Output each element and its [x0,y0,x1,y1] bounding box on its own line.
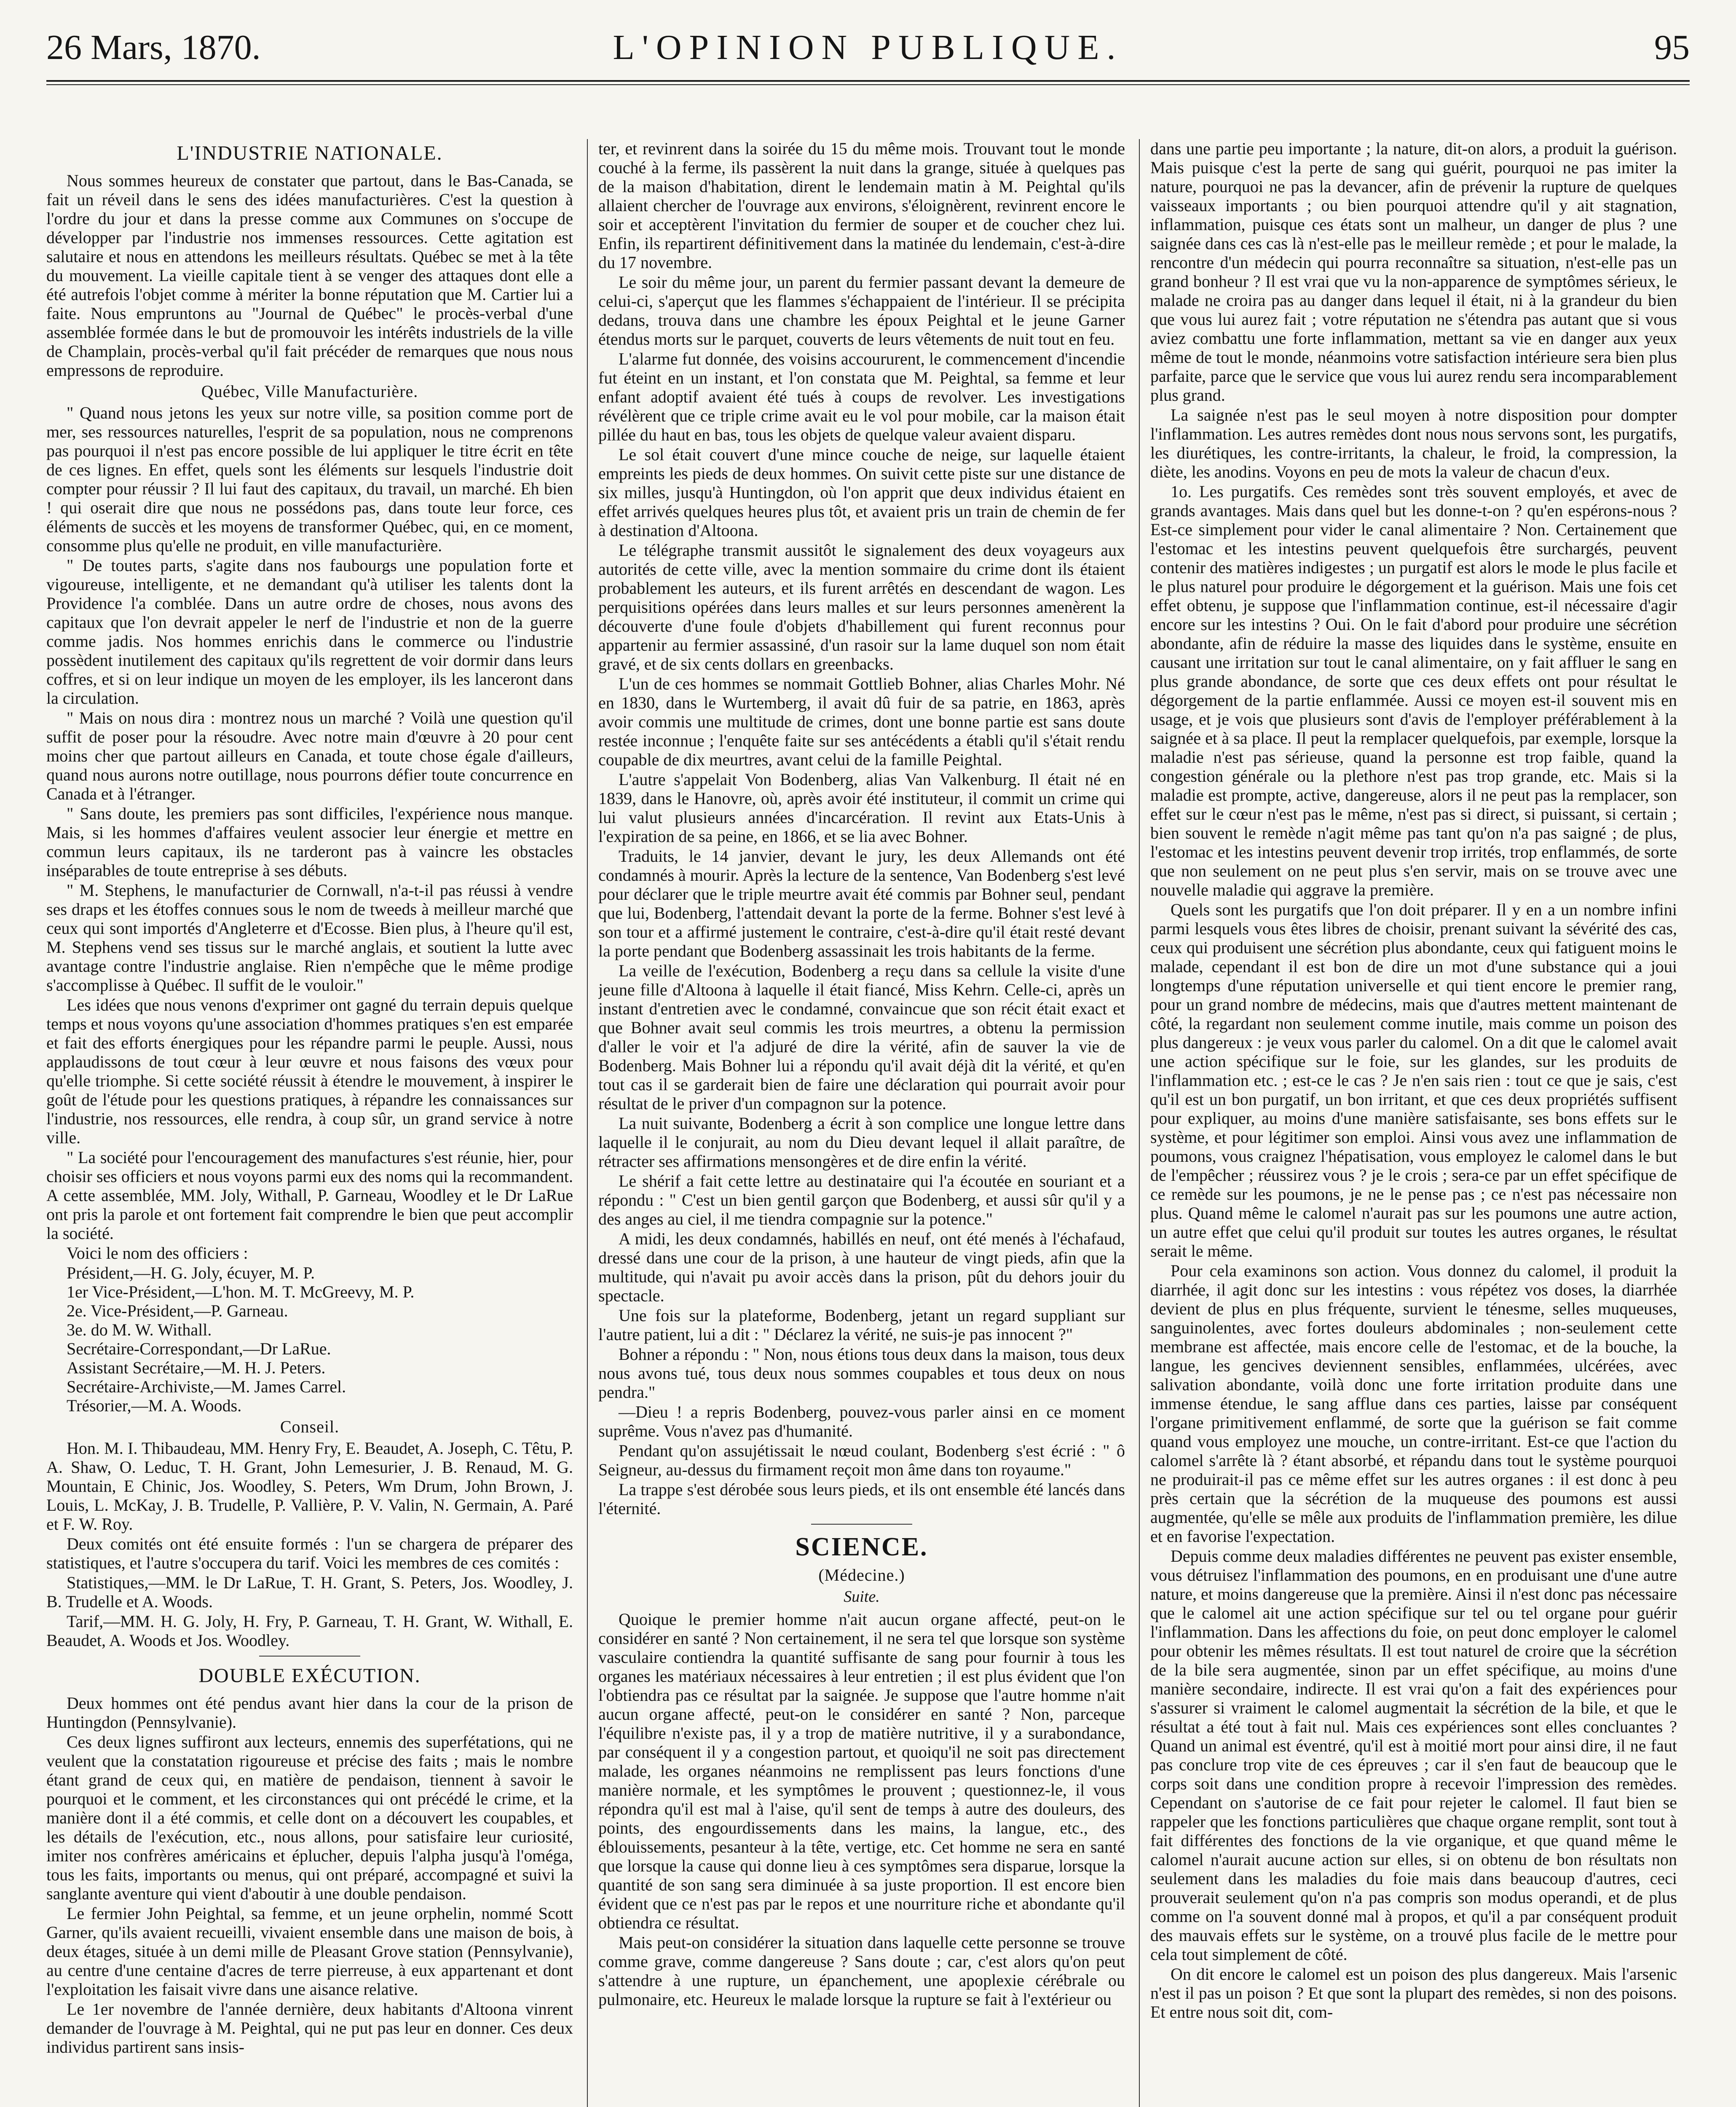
paragraph: Mais peut-on considérer la situation dans laquelle cette personne se trouve comme grave, comme dangereuse ? Sans doute ; car, c'est alors qu'on peut s'attendre à une rupture, un épanchement, une apoplexie cérébrale ou pulmonaire, etc. Heureux le malade lorsque la rupture se fait à l'extérieur ou [598,1933,1125,2009]
paragraph: —Dieu ! a repris Bodenberg, pouvez-vous parler ainsi en ce moment suprême. Vous n'avez pas d'humanité. [598,1402,1125,1440]
column-divider [587,139,588,2107]
paragraph: Voici le nom des officiers : [67,1244,248,1263]
paragraph: " Sans doute, les premiers pas sont difficiles, l'expérience nous manque. Mais, si les hommes d'affaires veulent associer leur énergie et mettre en commun leurs capitaux, ils ne tarderont pas à vaincre les obstacles inséparables de toute entreprise à ses débuts. [46,804,573,880]
paragraph: Le soir du même jour, un parent du fermier passant devant la demeure de celui-ci, s'aperçut que les flammes s'échappaient de l'intérieur. Il se précipita dedans, trouva dans une chambre les époux Peightal et le jeune Garner étendus morts sur le parquet, couverts de leurs vêtements de nuit tout en feu. [598,273,1125,348]
paragraph: Ces deux lignes suffiront aux lecteurs, ennemis des superfétations, qui ne veulent que la constatation rigoureuse et précise des faits ; mais le nombre étant grand de ceux qui, en matière de pendaison, tiennent à savoir le pourquoi et le comment, et les circonstances qui ont précédé le crime, et la manière dont il a été commis, et celle dont on a découvert les coupables, et les détails de l'exécution, etc., nous allons, pour satisfaire leur curiosité, imiter nos confrères américains et éplucher, depuis l'alpha jusqu'à l'oméga, tous les faits, importants ou menus, qui ont préparé, accompagné et suivi la sanglante aventure qui vient d'aboutir à une double pendaison. [46,1732,573,1903]
conseil-heading: Conseil. [280,1417,340,1436]
paragraph: Quels sont les purgatifs que l'on doit préparer. Il y en a un nombre infini parmi lesquels vous êtes libres de choisir, prenant suivant la sévérité des cas, ceux qui produisent une sécrétion plus abondante, ceux qui fatiguent moins le malade, cependant il est bon de dire un mot d'une substance qui a joui longtemps d'une réputation universelle et qui tient encore le premier rang, pour un grand nombre de médecins, mais que d'autres mettent maintenant de côté, la regardant non seulement comme inutile, mais comme un poison des plus dangereux : je veux vous parler du calomel. On a dit que le calomel avait une action spécifique sur le foie, sur les glandes, sur les produits de l'inflammation etc. ; est-ce le cas ? Je n'en sais rien : tout ce que je sais, c'est qu'il est un bon purgatif, un bon irritant, et que ces deux propriétés suffisent pour expliquer, au moins d'une manière satisfaisante, ses bons effets sur le système, et pour légitimer son emploi. Ainsi vous avez une inflammation de poumons, vous craignez l'hépatisation, vous employez le calomel dans le but de l'empêcher ; réussirez vous ? je le crois ; sera-ce par un effet spécifique de ce remède sur les poumons, je ne le pense pas ; ce n'est pas nécessaire non plus. Quand même le calomel n'aurait pas sur les poumons une autre action, un autre effet que celui qu'il produit sur toutes les autres organes, le résultat serait le même. [1150,900,1677,1260]
paragraph: " Quand nous jetons les yeux sur notre ville, sa position comme port de mer, ses ressources naturelles, l'esprit de sa population, nous ne comprenons pas pourquoi il n'est pas encore possible de lui appliquer le titre écrit en tête de ces lignes. En effet, quels sont les éléments sur lesquels l'industrie doit compter pour réussir ? Il lui faut des capitaux, du travail, un marché. Eh bien ! qui oserait dire que nous ne possédons pas, dans toute leur force, ces éléments de succès et les moyens de transformer Québec, qui, en ce moment, consomme plus qu'elle ne produit, en ville manufacturière. [46,403,573,555]
officer-line: 2e. Vice-Président,—P. Garneau. [67,1301,288,1320]
masthead-title: L'OPINION PUBLIQUE. [613,28,1123,67]
paragraph: Le télégraphe transmit aussitôt le signalement des deux voyageurs aux autorités de cette ville, avec la mention sommaire du crime dont ils étaient probablement les auteurs, et ils furent arrêtés en descendant de wagon. Les perquisitions opérées dans leurs malles et sur leurs personnes amenèrent la découverte d'une foule d'objets d'habillement qui furent reconnus pour appartenir au fermier assassiné, d'un rasoir sur la lame duquel son nom était gravé, et de six cents dollars en greenbacks. [598,541,1125,673]
paragraph: L'un de ces hommes se nommait Gottlieb Bohner, alias Charles Mohr. Né en 1830, dans le Wurtemberg, il avait dû fuir de sa patrie, en 1863, après avoir commis une multitude de crimes, dont une bonne partie est sans doute restée inconnue ; l'enquête faite sur ses antécédents a établi qu'il s'était rendu coupable de dix meurtres, avant celui de la famille Peightal. [598,674,1125,769]
paragraph: La veille de l'exécution, Bodenberg a reçu dans sa cellule la visite d'une jeune fille d'Altoona à laquelle il était fiancé, Miss Kehrn. Celle-ci, après un instant d'entretien avec le condamné, convaincue que son récit était exact et que Bohner avait seul commis les trois meurtres, a obtenu la permission d'aller le voir et l'a adjuré de dire la vérité, afin de sauver la vie de Bodenberg. Mais Bohner lui a répondu qu'il avait déjà dit la vérité, et qu'en tout cas il se garderait bien de faire une déclaration qui pourrait avoir pour résultat de le priver d'un compagnon sur la potence. [598,961,1125,1113]
officer-line: Secrétaire-Archiviste,—M. James Carrel. [67,1377,346,1396]
paragraph: " De toutes parts, s'agite dans nos faubourgs une population forte et vigoureuse, intelligente, et ne demandant qu'à utiliser les talents dont la Providence l'a comblée. Dans un autre ordre de choses, nous avons des capitaux que l'on devrait appeler le nerf de l'industrie et non de la guerre comme jadis. Nos hommes enrichis dans le commerce ou l'industrie possèdent inutilement des capitaux qu'ils regrettent de voir dormir dans leurs coffres, et si on leur indique un moyen de les employer, ils les lanceront dans la circulation. [46,556,573,708]
paragraph: Tarif,—MM. H. G. Joly, H. Fry, P. Garneau, T. H. Grant, W. Withall, E. Beaudet, A. Woods et Jos. Woodley. [46,1612,573,1650]
paragraph: " M. Stephens, le manufacturier de Cornwall, n'a-t-il pas réussi à vendre ses draps et les étoffes connues sous le nom de tweeds à meilleur marché que ceux qui sont importés d'Angleterre et d'Ecosse. Bien plus, à l'heure qu'il est, M. Stephens vend ses tissus sur le marché anglais, et soutient la lutte avec avantage contre l'industrie anglaise. Rien n'empêche que le même prodige s'accomplisse à Québec. Il suffit de le vouloir." [46,881,573,995]
section-separator [811,1524,912,1525]
science-continued: Suite. [844,1588,880,1606]
column-3 [1150,139,1677,2107]
officer-line: 1er Vice-Président,—L'hon. M. T. McGreevy, M. P. [67,1282,415,1301]
column-2 [598,139,1125,2107]
paragraph: Le 1er novembre de l'année dernière, deux habitants d'Altoona vinrent demander de l'ouvrage à M. Peightal, qui ne put pas leur en donner. Ces deux individus partirent sans insis- [46,2000,573,2056]
officer-line: Trésorier,—M. A. Woods. [67,1396,242,1415]
article-heading: DOUBLE EXÉCUTION. [198,1665,421,1687]
paragraph: La nuit suivante, Bodenberg a écrit à son complice une longue lettre dans laquelle il le conjurait, au nom du Dieu devant lequel il allait paraître, de rétracter ses affirmations mensongères et de dire enfin la vérité. [598,1114,1125,1171]
paragraph: Nous sommes heureux de constater que partout, dans le Bas-Canada, se fait un réveil dans le sens des idées manufacturières. C'est la question à l'ordre du jour et dans la presse comme aux Communes on s'occupe de développer par l'industrie nos immenses ressources. Cette agitation est salutaire et nous en attendons les meilleurs résultats. Québec se met à la tête du mouvement. La vieille capitale tient à se venger des attaques dont elle a été autrefois l'objet comme à mériter la bonne réputation que M. Cartier lui a faite. Nous empruntons au "Journal de Québec" le procès-verbal d'une assemblée formée dans le but de promouvoir les intérêts industriels de la ville de Champlain, procès-verbal qu'il fait précéder de remarques que nous nous empressons de reproduire. [46,171,573,380]
header-rule-thick [46,80,1690,82]
page-header [46,24,1690,75]
officer-line: Assistant Secrétaire,—M. H. J. Peters. [67,1358,326,1377]
paragraph: ter, et revinrent dans la soirée du 15 du même mois. Trouvant tout le monde couché à la ferme, ils passèrent la nuit dans la grange, située à quelques pas de la maison d'habitation, dirent le lendemain matin à M. Peightal qu'ils allaient chercher de l'ouvrage aux environs, s'éloignèrent, revinrent encore le soir et acceptèrent l'invitation du fermier de souper et de coucher chez lui. Enfin, ils repartirent définitivement dans la matinée du lendemain, c'est-à-dire du 17 novembre. [598,139,1125,272]
paragraph: Deux comités ont été ensuite formés : l'un se chargera de préparer des statistiques, et l'autre s'occupera du tarif. Voici les membres de ces comités : [46,1534,573,1572]
paragraph: Depuis comme deux maladies différentes ne peuvent pas exister ensemble, vous détruisez l'inflammation des poumons, en en produisant une d'une autre nature, et moins dangereuse que la première. Ainsi il n'est donc pas nécessaire que le calomel ait une action spécifique sur tel ou tel organe pour guérir l'inflammation. Dans les affections du foie, on peut donc employer le calomel pour obtenir les mêmes résultats. Il est tout naturel de croire que la sécrétion de la bile sera augmentée, sinon par un effet spécifique, au moins d'une manière secondaire, indirecte. Il est vrai qu'on a fait des expériences pour s'assurer si vraiment le calomel augmentait la sécrétion de la bile, et que le résultat a été tout à fait nul. Mais ces expériences sont elles concluantes ? Quand un animal est éventré, qu'il est à moitié mort pour ainsi dire, il ne faut pas conclure trop vite de ces épreuves ; car il s'en faut de beaucoup que le corps soit dans une condition propre à recevoir l'impression des remèdes. Cependant on s'autorise de ce fait pour rejeter le calomel. Il faut bien se rappeler que les fonctions particulières que chaque organe remplit, sont tout à fait différentes des fonctions de la vie organique, et que quand même le calomel n'aurait aucune action sur elles, si on obtenu de bon résultats non seulement dans les maladies du foie mais dans beaucoup d'autres, ceci prouverait seulement qu'on n'a pas compris son modus operandi, et de plus comme on l'a souvent donné mal à propos, et qu'il a par conséquent produit des mauvais effets sur le système, on a trouvé plus facile de le mettre pour cela tout simplement de côté. [1150,1547,1677,1964]
paragraph: Une fois sur la plateforme, Bodenberg, jetant un regard suppliant sur l'autre patient, lui a dit : " Déclarez la vérité, ne suis-je pas innocent ?" [598,1306,1125,1344]
column-1 [46,139,573,2107]
paragraph: La saignée n'est pas le seul moyen à notre disposition pour dompter l'inflammation. Les autres remèdes dont nous nous servons sont, les purgatifs, les diurétiques, les contre-irritants, la chaleur, le froid, la compression, la diète, les anodins. Voyons en peu de mots la valeur de chacun d'eux. [1150,405,1677,481]
paragraph: Quoique le premier homme n'ait aucun organe affecté, peut-on le considérer en santé ? Non certainement, il ne sera tel que lorsque son système vasculaire contiendra la quantité suffisante de sang pour fournir à tous les organes les matériaux nécessaires à leur entretien ; il est plus évident que l'on l'obtiendra pas ce résultat par la saignée. Je suppose que l'autre homme n'ait aucun organe affecté, peut-on le considérer en santé ? Non, parceque l'équilibre n'existe pas, il y a trop de matière nutritive, il y a surabondance, par conséquent il y a congestion partout, et quoiqu'il ne soit pas directement malade, les organes néanmoins ne remplissent pas leurs fonctions d'une manière normale, et les symptômes le prouvent ; questionnez-le, il vous répondra qu'il est mal à l'aise, qu'il sent de temps à autre des douleurs, des points, des engourdissements dans les mains, la langue, etc., des éblouissements, pesanteur à la tête, vertige, etc. Cet homme ne sera en santé que lorsque la cause qui donne lieu à ces symptômes sera disparue, lorsque la quantité de son sang sera diminuée à sa juste proportion. Il est encore bien évident que ce n'est pas par le repos et une nourriture riche et abondante qu'il obtiendra ce résultat. [598,1610,1125,1932]
paragraph: Deux hommes ont été pendus avant hier dans la cour de la prison de Huntingdon (Pennsylvanie). [46,1694,573,1732]
section-separator [259,1656,360,1657]
paragraph: Le fermier John Peightal, sa femme, et un jeune orphelin, nommé Scott Garner, qu'ils avaient recueilli, vivaient ensemble dans une maison de bois, à deux étages, située à un demi mille de Pleasant Grove station (Pennsylvanie), au centre d'une centaine d'acres de terre pierreuse, à eux appartenant et dont l'exploitation les faisait vivre dans une aisance relative. [46,1904,573,1999]
paragraph: L'autre s'appelait Von Bodenberg, alias Van Valkenburg. Il était né en 1839, dans le Hanovre, où, après avoir été instituteur, il commit un crime qui lui valut plusieurs années d'incarcération. Il revint aux Etats-Unis à l'expiration de sa peine, en 1866, et se lia avec Bohner. [598,770,1125,846]
paragraph: 1o. Les purgatifs. Ces remèdes sont très souvent employés, et avec de grands avantages. Mais dans quel but les donne-t-on ? qu'en espérons-nous ? Est-ce simplement pour vider le canal alimentaire ? Non. Certainement que l'estomac et les intestins peuvent quelquefois être surchargés, peuvent contenir des matières indigestes ; un purgatif est alors le mode le plus facile et le plus naturel pour produire le dégorgement et la guérison. Mais une fois cet effet obtenu, je suppose que l'inflammation continue, est-il nécessaire d'agir encore sur les intestins ? Oui. On le fait d'abord pour produire une sécrétion abondante, afin de réduire la masse des liquides dans le système, ensuite en causant une irritation sur tout le canal alimentaire, on y fait affluer le sang en plus grande abondance, de sorte que ces deux effets ont pour résultat le dégorgement de la partie enflammée. Aussi ce moyen est-il souvent mis en usage, et je vois que plusieurs sont d'avis de l'employer préférablement à la saignée et à sa place. Il peut la remplacer quelquefois, par exemple, lorsque la maladie n'est pas sérieuse, quand la personne est trop faible, quand la congestion générale ou la plethore n'est pas trop grande, etc. Mais si la maladie est prompte, active, dangereuse, alors il ne peut pas la remplacer, son effet sur le cœur n'est pas le même, n'est pas si direct, si puissant, si certain ; bien souvent le remède n'agit même pas tant qu'on n'a pas saigné ; de plus, l'estomac et les intestins peuvent devenir trop irrités, trop enflammés, de sorte que non seulement on ne peut plus s'en servir, mais on se trouve avec une nouvelle maladie qui aggrave la première. [1150,482,1677,899]
science-heading: SCIENCE. [795,1533,928,1561]
paragraph: Hon. M. I. Thibaudeau, MM. Henry Fry, E. Beaudet, A. Joseph, C. Têtu, P. A. Shaw, O. Leduc, T. H. Grant, John Lemesurier, J. B. Renaud, M. G. Mountain, E Chinic, Jos. Woodley, S. Peters, Wm Drum, John Brown, J. Louis, L. McKay, J. B. Trudelle, P. Vallière, P. V. Valin, N. Germain, A. Paré et F. W. Roy. [46,1439,573,1533]
page-number: 95 [1654,28,1690,67]
paragraph: Les idées que nous venons d'exprimer ont gagné du terrain depuis quelque temps et nous voyons qu'une association d'hommes pratiques s'en est emparée et fait des efforts énergiques pour les répandre parmi le peuple. Aussi, nous applaudissons de tout cœur à leur œuvre et nous faisons des vœux pour qu'elle triomphe. Si cette société réussit à étendre le mouvement, à inspirer le goût de l'étude pour les questions pratiques, à répandre les connaissances sur l'industrie, nos ressources, elle rendra, à coup sûr, un grand service à notre ville. [46,995,573,1147]
officers-list [46,1263,573,1415]
paragraph: Le sol était couvert d'une mince couche de neige, sur laquelle étaient empreints les pieds de deux hommes. On suivit cette piste sur une distance de six milles, jusqu'à Huntingdon, où l'on apprit que deux individus étaient en effet arrivés quelques heures plus tôt, et avaient pris un train de chemin de fer à destination d'Altoona. [598,445,1125,540]
officer-line: Secrétaire-Correspondant,—Dr LaRue. [67,1339,331,1358]
header-date: 26 Mars, 1870. [46,28,261,67]
paragraph: Traduits, le 14 janvier, devant le jury, les deux Allemands ont été condamnés à mourir. Après la lecture de la sentence, Van Bodenberg s'est levé pour déclarer que le triple meurtre avait été commis par Bohner seul, pendant que lui, Bodenberg, l'attendait devant la porte de la ferme. Bohner s'est levé à son tour et a affirmé justement le contraire, c'est-à-dire qu'il était resté devant la porte pendant que Bodenberg assassinait les trois habitants de la ferme. [598,847,1125,960]
header-rule-thin [46,84,1690,85]
article-heading: L'INDUSTRIE NATIONALE. [177,142,443,164]
paragraph: Pendant qu'on assujétissait le nœud coulant, Bodenberg s'est écrié : " ô Seigneur, au-dessus du firmament reçoit mon âme dans ton royaume." [598,1441,1125,1479]
paragraph: " La société pour l'encouragement des manufactures s'est réunie, hier, pour choisir ses officiers et nous voyons parmi eux des noms qui la recommandent. A cette assemblée, MM. Joly, Withall, P. Garneau, Woodley et le Dr LaRue ont pris la parole et ont fortement fait comprendre le bien que peut accomplir la société. [46,1148,573,1243]
paragraph: Bohner a répondu : " Non, nous étions tous deux dans la maison, tous deux nous avons tué, tous deux nous sommes coupables et tous deux on nous pendra." [598,1345,1125,1402]
paragraph: L'alarme fut donnée, des voisins accoururent, le commencement d'incendie fut éteint en un instant, et l'on constata que M. Peightal, sa femme et leur enfant adoptif avaient été tués à coups de revolver. Les investigations révélèrent que ce triple crime avait eu le vol pour mobile, car la maison était pillée du haut en bas, tous les objets de quelque valeur avaient disparu. [598,349,1125,444]
paragraph: La trappe s'est dérobée sous leurs pieds, et ils ont ensemble été lancés dans l'éternité. [598,1480,1125,1518]
article-subheading: Québec, Ville Manufacturière. [201,382,418,401]
science-subheading: (Médecine.) [818,1566,905,1584]
column-divider [1139,139,1140,2107]
paragraph: Pour cela examinons son action. Vous donnez du calomel, il produit la diarrhée, il agit donc sur les intestins : vous répétez vos doses, la diarrhée devient de plus en plus fréquente, survient le ténesme, selles muqueuses, sanguinolentes, avec fortes douleurs abdominales ; non-seulement cette membrane est affectée, mais encore celle de l'estomac, et de la bouche, la langue, les gencives deviennent sensibles, enflammées, ulcérées, avec salivation abondante, voilà donc une forte irritation produite dans une immense étendue, le sang afflue dans ces parties, laisse par conséquent l'organe primitivement enflammé, de sorte que la guérison se fait comme quand vous employez une mouche, un contre-irritant. Est-ce que l'action du calomel s'arrête là ? étant absorbé, et répandu dans tout le système pourquoi ne produirait-il pas ce même effet sur les autres organes : il est donc à peu près certain que la sécrétion de la muqueuse des poumons est aussi augmentée, qu'elle se mêle aux produits de l'inflammation première, les dilue et en favorise l'expectation. [1150,1261,1677,1546]
paragraph: Statistiques,—MM. le Dr LaRue, T. H. Grant, S. Peters, Jos. Woodley, J. B. Trudelle et A. Woods. [46,1573,573,1611]
paragraph: A midi, les deux condamnés, habillés en neuf, ont été menés à l'échafaud, dressé dans une cour de la prison, à une hauteur de vingt pieds, afin que la multitude, qui n'avait pu avoir accès dans la prison, pût du dehors jouir du spectacle. [598,1229,1125,1305]
officer-line: Président,—H. G. Joly, écuyer, M. P. [67,1263,315,1282]
paragraph: On dit encore le calomel est un poison des plus dangereux. Mais l'arsenic n'est il pas un poison ? Et que sont la plupart des remèdes, si non des poisons. Et entre nous soit dit, com- [1150,1965,1677,2021]
officer-line: 3e. do M. W. Withall. [67,1320,212,1339]
paragraph: dans une partie peu importante ; la nature, dit-on alors, a produit la guérison. Mais puisque c'est la perte de sang qui guérit, pourquoi ne pas imiter la nature, pourquoi ne pas la devancer, afin de prévenir la rupture de quelques vaisseaux importants ; ou bien pourquoi attendre qu'il y ait stagnation, inflammation, puisque ces états sont un malheur, un danger de plus ? une saignée dans ces cas là n'est-elle pas le meilleur remède ; et pour le malade, la rencontre d'un médecin qui pourra reconnaître sa situation, n'est-elle pas un grand bonheur ? Il est vrai que vu la non-apparence de symptômes sérieux, le malade ne croira pas au danger dans lequel il était, ni à la grandeur du bien que vous lui aurez fait ; votre réputation ne s'étendra pas autant que si vous aviez combattu une forte inflammation, mettant sa vie en danger aux yeux même de tout le monde, néanmoins votre satisfaction intérieure sera bien plus parfaite, parce que le service que vous lui aurez rendu sera incomparablement plus grand. [1150,139,1677,405]
paragraph: " Mais on nous dira : montrez nous un marché ? Voilà une question qu'il suffit de poser pour la résoudre. Avec notre main d'œuvre à 20 pour cent moins cher que partout ailleurs en Canada, et toute chose égale d'ailleurs, quand nous aurons notre outillage, nous pourrons défier toute concurrence en Canada et à l'étranger. [46,708,573,803]
paragraph: Le shérif a fait cette lettre au destinataire qui l'a écoutée en souriant et a répondu : " C'est un bien gentil garçon que Bodenberg, et aussi sûr qu'il y a des anges au ciel, il me tiendra compagnie sur la potence." [598,1171,1125,1228]
